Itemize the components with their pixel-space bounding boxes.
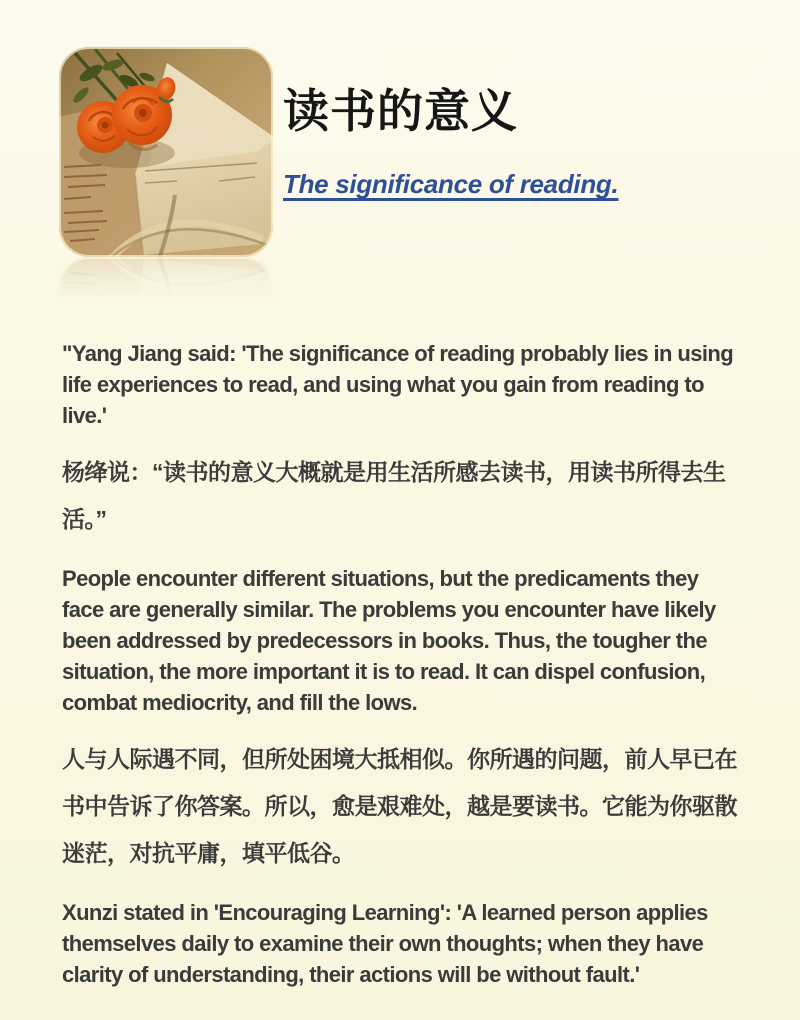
paragraph-en-situations: People encounter different situations, but the predicaments they face are generally similar. The problems you encounter have likely been addressed by predecessors in books. Thus, the tougher the situation, the more important it is to read. It can dispel confusion, combat mediocrity, and fill the lows.	[62, 566, 716, 715]
article-body	[0, 338, 800, 990]
paragraph-zh-situations: 人与人际遇不同，但所处困境大抵相似。你所遇的问题，前人早已在书中告诉了你答案。所以，愈是艰难处，越是要读书。它能为你驱散迷茫，对抗平庸，填平低谷。	[62, 746, 737, 866]
book-roses-illustration	[59, 47, 273, 257]
header	[0, 0, 800, 312]
photo-reflection	[59, 257, 273, 309]
book-roses-photo	[59, 47, 273, 309]
title-block	[283, 84, 618, 200]
paragraph-en-yangjiang-quote: "Yang Jiang said: 'The significance of reading probably lies in using life experiences to read, and using what you gain from reading to live.'	[62, 341, 734, 428]
paragraph-en-xunzi-quote: Xunzi stated in 'Encouraging Learning': 'A learned person applies themselves daily to examine their own thoughts; when they have clarity of understanding, their actions will be without fault.'	[62, 900, 708, 987]
subtitle-link[interactable]: The significance of reading.	[283, 169, 619, 200]
page-title: 读书的意义	[283, 85, 518, 137]
paragraph-zh-yangjiang-quote: 杨绛说：“读书的意义大概就是用生活所感去读书，用读书所得去生活。”	[62, 459, 726, 532]
